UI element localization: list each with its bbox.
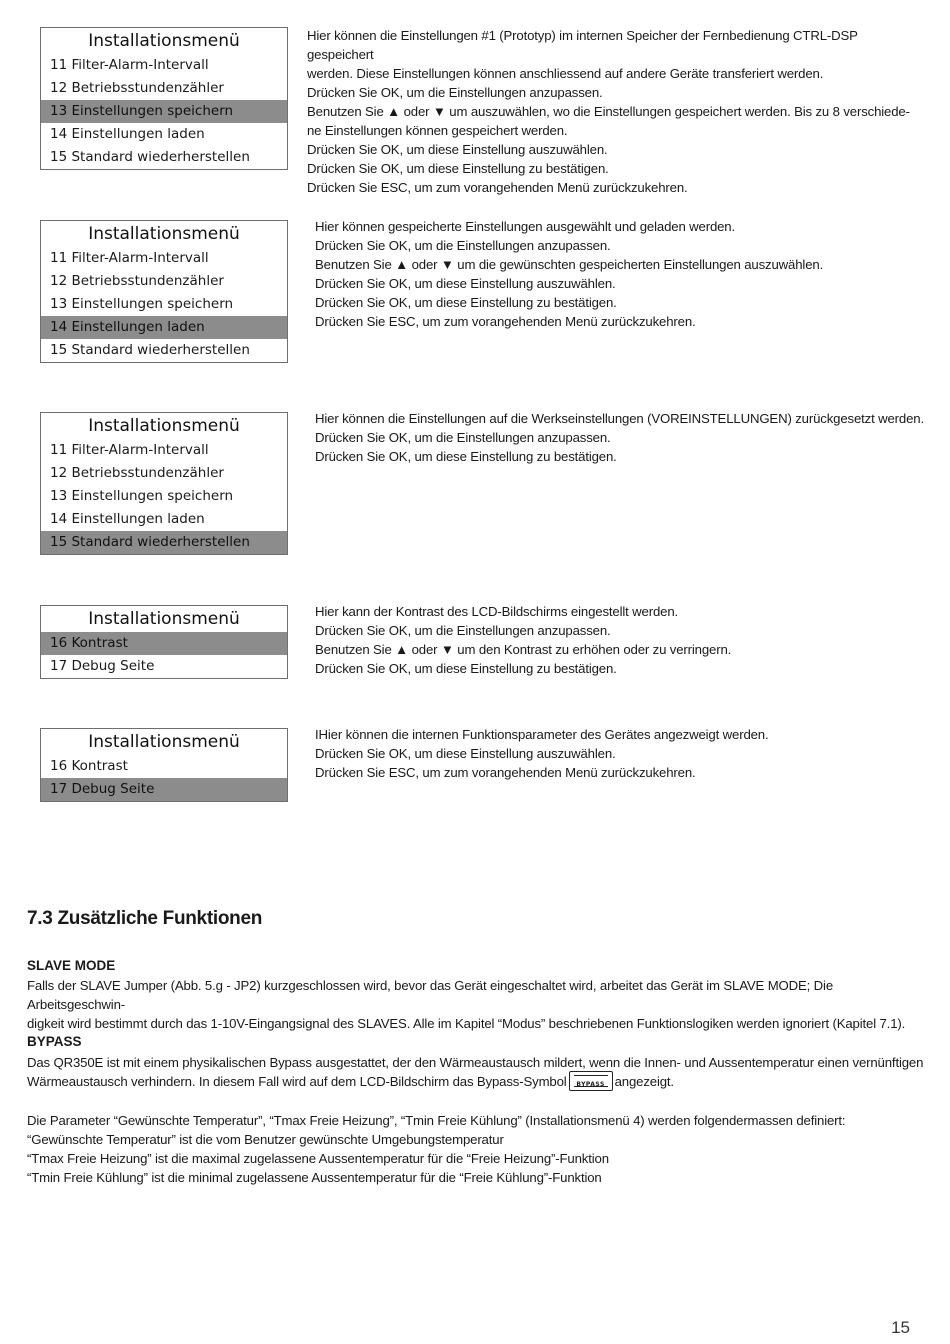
menu-description	[315, 725, 925, 782]
lcd-menu-15	[40, 412, 288, 555]
menu-item-selected: 13 Einstellungen speichern	[41, 100, 287, 123]
description-line: Drücken Sie OK, um diese Einstellung auszuwählen.	[307, 142, 608, 157]
description-line: IHier können die internen Funktionsparameter des Gerätes angezweigt werden.	[315, 727, 769, 742]
paragraph-line	[27, 1072, 927, 1091]
bypass-text	[27, 1053, 927, 1091]
section-title: 7.3 Zusätzliche Funktionen	[27, 908, 263, 929]
menu-item-selected: 14 Einstellungen laden	[41, 316, 287, 339]
description-line: werden. Diese Einstellungen können anschliessend auf andere Geräte transferiert werden.	[307, 66, 824, 81]
description-line: Benutzen Sie ▲ oder ▼ um auszuwählen, wo die Einstellungen gespeichert werden. Bis zu 8 verschiede-	[307, 104, 910, 119]
lcd-menu-14	[40, 220, 288, 363]
slave-mode-text	[27, 976, 927, 1033]
paragraph-line: “Gewünschte Temperatur” ist die vom Benutzer gewünschte Umgebungstemperatur	[27, 1132, 504, 1147]
bypass-heading: BYPASS	[27, 1034, 82, 1049]
description-line: Benutzen Sie ▲ oder ▼ um die gewünschten gespeicherten Einstellungen auszuwählen.	[315, 257, 824, 272]
description-line: Drücken Sie OK, um die Einstellungen anzupassen.	[315, 623, 611, 638]
menu-item: 11 Filter-Alarm-Intervall	[50, 250, 209, 266]
menu-item: 12 Betriebsstundenzähler	[50, 273, 224, 289]
menu-item: 13 Einstellungen speichern	[50, 488, 234, 504]
parameters-text	[27, 1111, 927, 1187]
menu-item: 16 Kontrast	[50, 758, 128, 774]
paragraph-line: digkeit wird bestimmt durch das 1-10V-Eingangsignal des SLAVES. Alle im Kapitel “Modus” beschriebenen Funktionslogiken werden ignoriert (Kapitel 7.1).	[27, 1016, 906, 1031]
paragraph-line: Falls der SLAVE Jumper (Abb. 5.g - JP2) kurzgeschlossen wird, bevor das Gerät eingeschaltet wird, arbeitet das Gerät im SLAVE MODE; Die Arbeitsgeschwin-	[27, 978, 834, 1012]
description-line: Hier können gespeicherte Einstellungen ausgewählt und geladen werden.	[315, 219, 736, 234]
menu-title: Installationsmenü	[88, 31, 240, 51]
bypass-text-after: angezeigt.	[614, 1074, 674, 1089]
description-line: Hier können die Einstellungen #1 (Prototyp) im internen Speicher der Fernbedienung CTRL-DSP gespeichert	[307, 28, 858, 62]
lcd-menu-17	[40, 728, 288, 802]
description-line: ne Einstellungen können gespeichert werden.	[307, 123, 568, 138]
description-line: Benutzen Sie ▲ oder ▼ um den Kontrast zu erhöhen oder zu verringern.	[315, 642, 732, 657]
bypass-icon-label: BYPASS	[576, 1081, 605, 1089]
bypass-symbol-icon	[569, 1071, 613, 1091]
description-line: Drücken Sie OK, um die Einstellungen anzupassen.	[315, 238, 611, 253]
description-line: Drücken Sie OK, um die Einstellungen anzupassen.	[315, 430, 611, 445]
menu-title: Installationsmenü	[88, 416, 240, 436]
lcd-menu-13	[40, 27, 288, 170]
paragraph-line: Das QR350E ist mit einem physikalischen Bypass ausgestattet, der den Wärmeaustausch mildert, wenn die Innen- und Aussentemperatur einen vernünftigen	[27, 1055, 924, 1070]
menu-item-selected: 17 Debug Seite	[41, 778, 287, 801]
description-line: Drücken Sie ESC, um zum vorangehenden Menü zurückzukehren.	[315, 765, 696, 780]
menu-item: 12 Betriebsstundenzähler	[50, 80, 224, 96]
description-line: Hier kann der Kontrast des LCD-Bildschirms eingestellt werden.	[315, 604, 679, 619]
paragraph-line: “Tmin Freie Kühlung” ist die minimal zugelassene Aussentemperatur für die “Freie Kühlung”-Funktion	[27, 1170, 602, 1185]
menu-item-selected: 15 Standard wiederherstellen	[41, 531, 287, 554]
page-number: 15	[891, 1318, 910, 1337]
paragraph-line: “Tmax Freie Heizung” ist die maximal zugelassene Aussentemperatur für die “Freie Heizung”-Funktion	[27, 1151, 609, 1166]
menu-item: 11 Filter-Alarm-Intervall	[50, 442, 209, 458]
description-line: Drücken Sie OK, um die Einstellungen anzupassen.	[307, 85, 603, 100]
menu-item: 12 Betriebsstundenzähler	[50, 465, 224, 481]
description-line: Drücken Sie OK, um diese Einstellung auszuwählen.	[315, 746, 616, 761]
menu-title: Installationsmenü	[88, 609, 240, 629]
menu-title: Installationsmenü	[88, 732, 240, 752]
menu-item: 11 Filter-Alarm-Intervall	[50, 57, 209, 73]
menu-description	[315, 409, 925, 466]
description-line: Drücken Sie ESC, um zum vorangehenden Menü zurückzukehren.	[307, 180, 688, 195]
description-line: Drücken Sie OK, um diese Einstellung auszuwählen.	[315, 276, 616, 291]
slave-mode-heading: SLAVE MODE	[27, 958, 116, 973]
menu-item: 15 Standard wiederherstellen	[50, 342, 250, 358]
menu-item: 17 Debug Seite	[50, 658, 155, 674]
menu-item: 13 Einstellungen speichern	[50, 296, 234, 312]
lcd-menu-16	[40, 605, 288, 679]
menu-description	[315, 602, 925, 678]
description-line: Drücken Sie OK, um diese Einstellung zu bestätigen.	[307, 161, 609, 176]
description-line: Drücken Sie OK, um diese Einstellung zu bestätigen.	[315, 661, 617, 676]
description-line: Drücken Sie OK, um diese Einstellung zu bestätigen.	[315, 449, 617, 464]
description-line: Hier können die Einstellungen auf die Werkseinstellungen (VOREINSTELLUNGEN) zurückgesetzt werden.	[315, 411, 924, 426]
menu-item-selected: 16 Kontrast	[41, 632, 287, 655]
description-line: Drücken Sie OK, um diese Einstellung zu bestätigen.	[315, 295, 617, 310]
menu-item: 15 Standard wiederherstellen	[50, 149, 250, 165]
menu-description	[315, 217, 925, 331]
paragraph-line: Die Parameter “Gewünschte Temperatur”, “Tmax Freie Heizung”, “Tmin Freie Kühlung” (Installationsmenü 4) werden folgendermassen definiert:	[27, 1113, 846, 1128]
bypass-text-before: Wärmeaustausch verhindern. In diesem Fall wird auf dem LCD-Bildschirm das Bypass-Symbol	[27, 1074, 567, 1089]
menu-title: Installationsmenü	[88, 224, 240, 244]
menu-item: 14 Einstellungen laden	[50, 126, 205, 142]
menu-item: 14 Einstellungen laden	[50, 511, 205, 527]
description-line: Drücken Sie ESC, um zum vorangehenden Menü zurückzukehren.	[315, 314, 696, 329]
menu-description	[307, 26, 927, 197]
